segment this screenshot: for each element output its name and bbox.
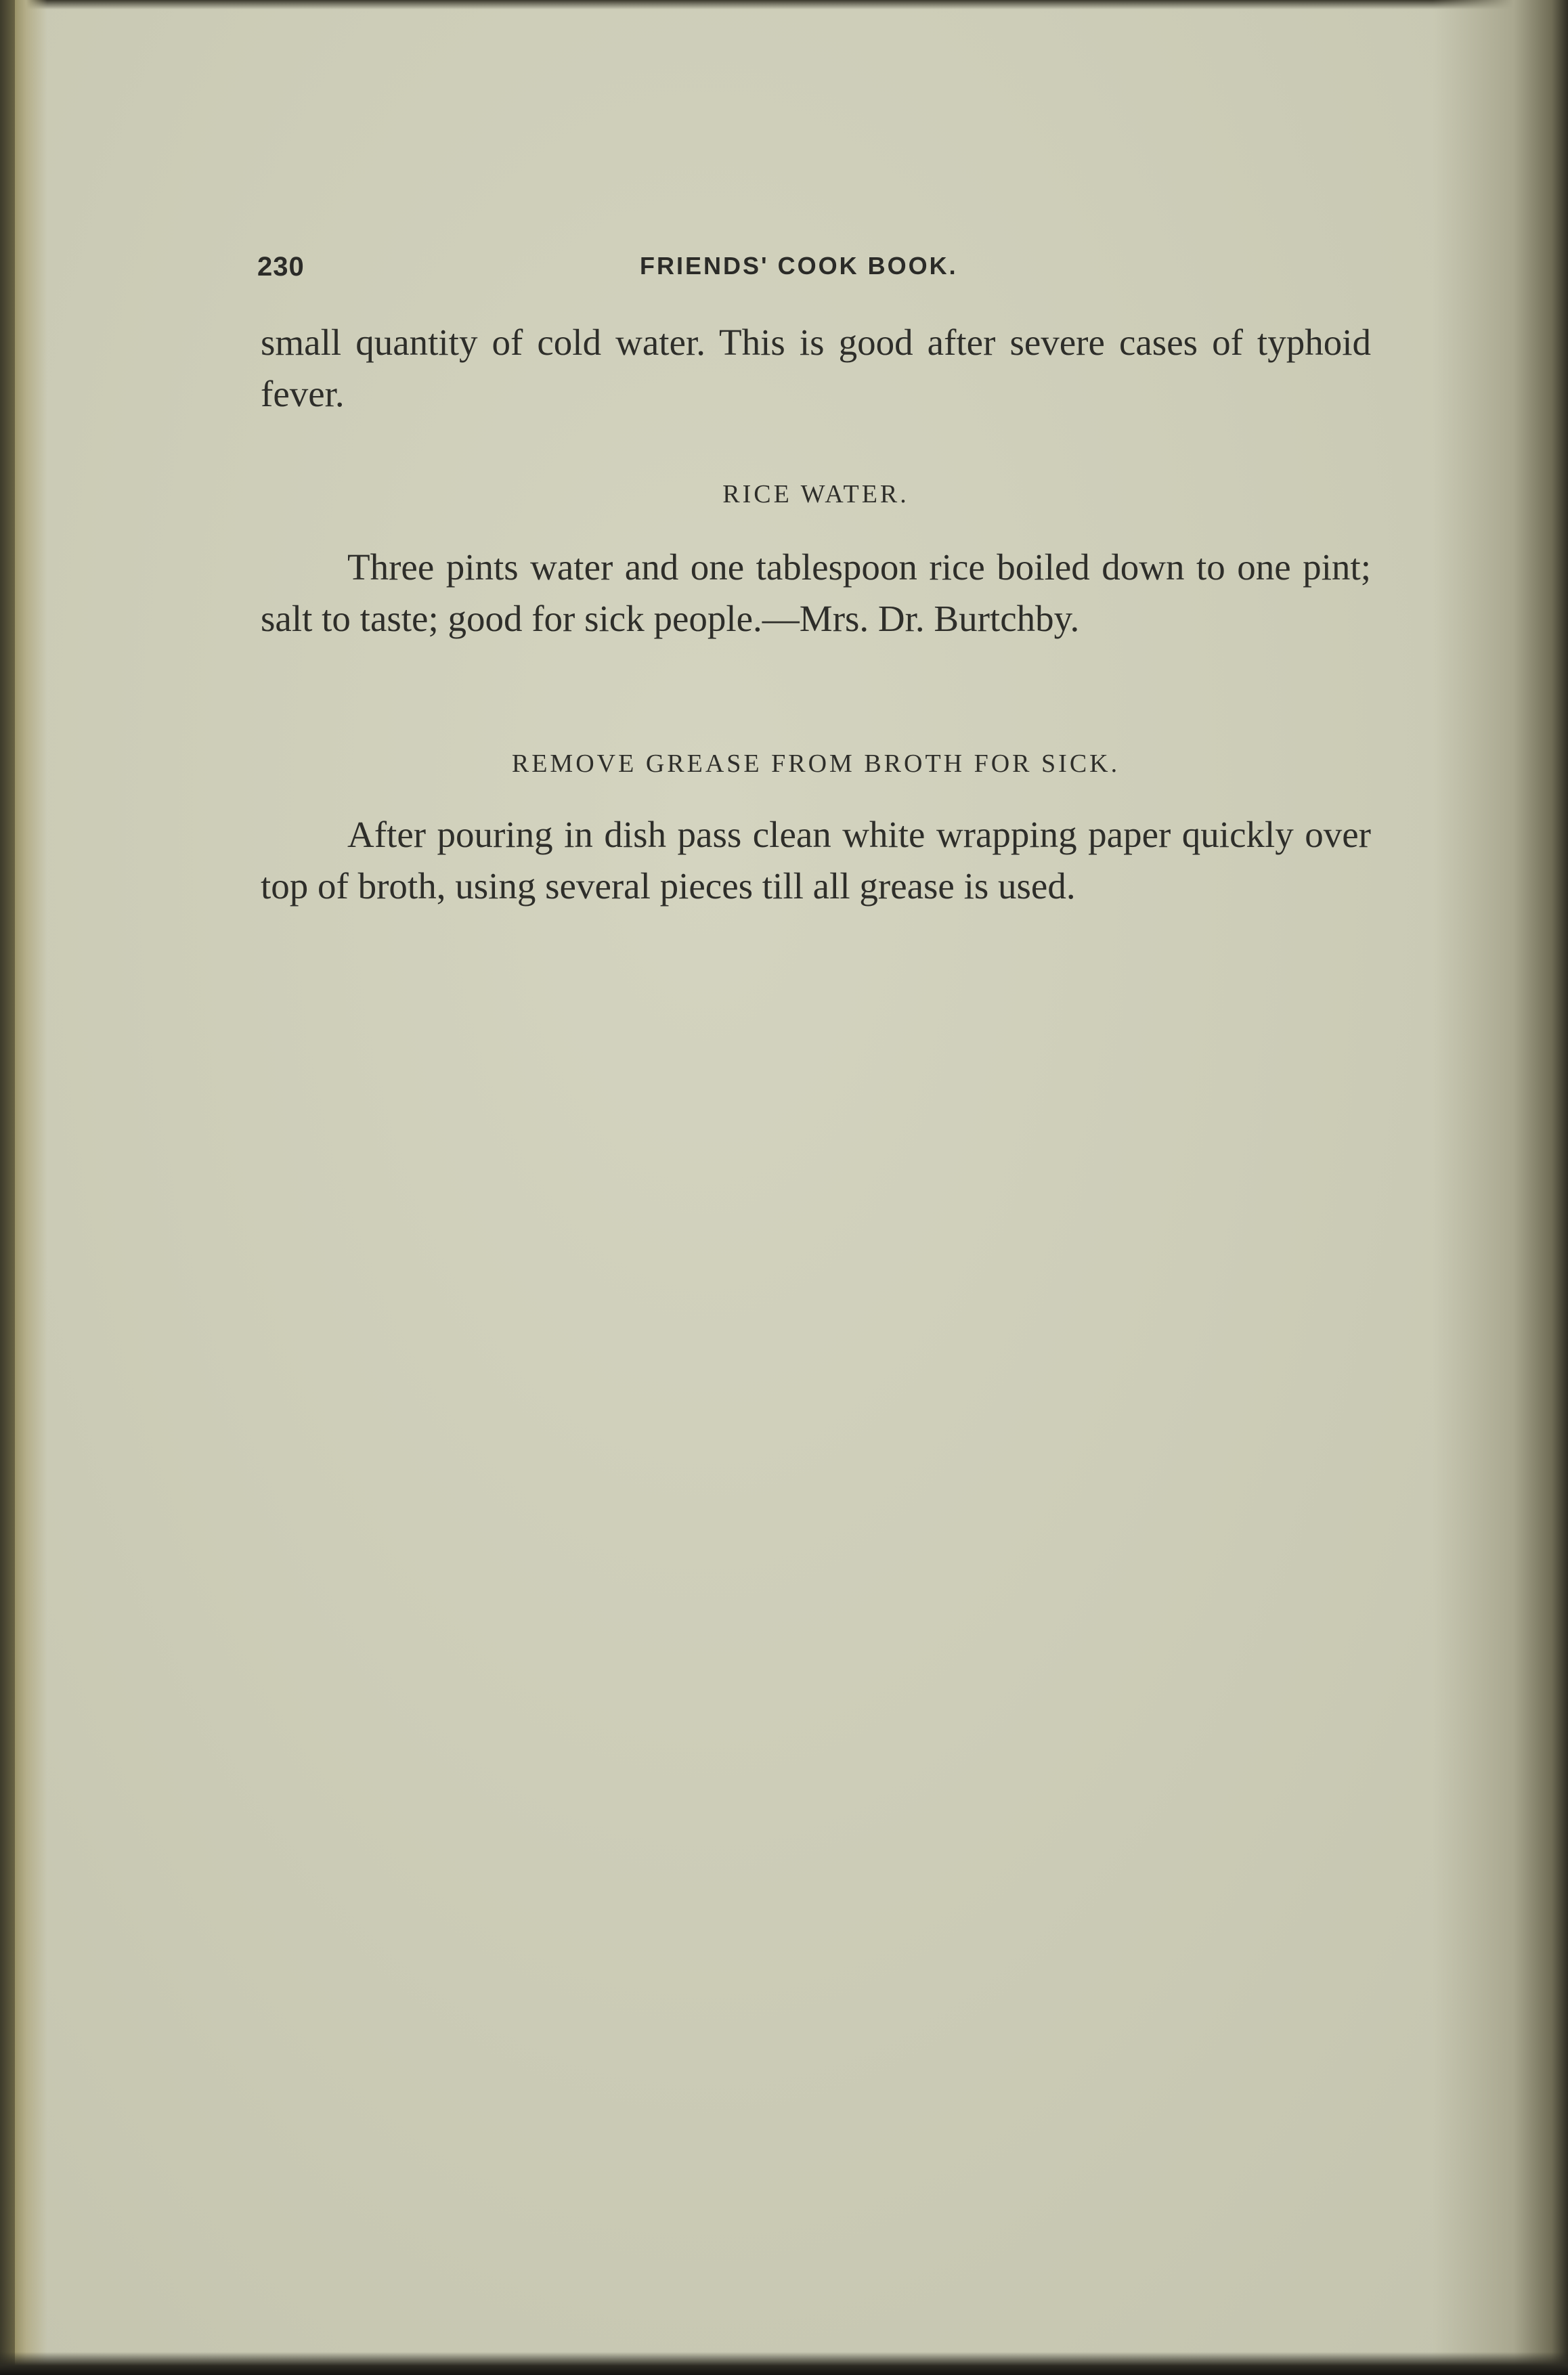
- recipe-heading-rice-water: RICE WATER.: [722, 480, 909, 508]
- recipe-body-remove-grease: After pouring in dish pass clean white wrapping paper quickly over top of broth, using several pieces till all grease is used.: [261, 814, 1371, 907]
- page-right-edge: [1433, 0, 1568, 2375]
- binding-edge: [0, 0, 15, 2375]
- page-bottom-edge: [0, 2352, 1568, 2375]
- recipe-heading-remove-grease: REMOVE GREASE FROM BROTH FOR SICK.: [511, 749, 1120, 778]
- continuation-paragraph: small quantity of cold water. This is good after severe cases of typhoid fever.: [261, 322, 1371, 414]
- page-number: 230: [257, 252, 305, 282]
- book-title: FRIENDS' COOK BOOK.: [640, 252, 958, 280]
- page-top-edge: [0, 0, 1568, 9]
- running-head: [257, 252, 1374, 292]
- recipe-body-rice-water: Three pints water and one tablespoon rice boiled down to one pint; salt to taste; good for sick people.—Mrs. Dr. Burtchby.: [261, 546, 1371, 639]
